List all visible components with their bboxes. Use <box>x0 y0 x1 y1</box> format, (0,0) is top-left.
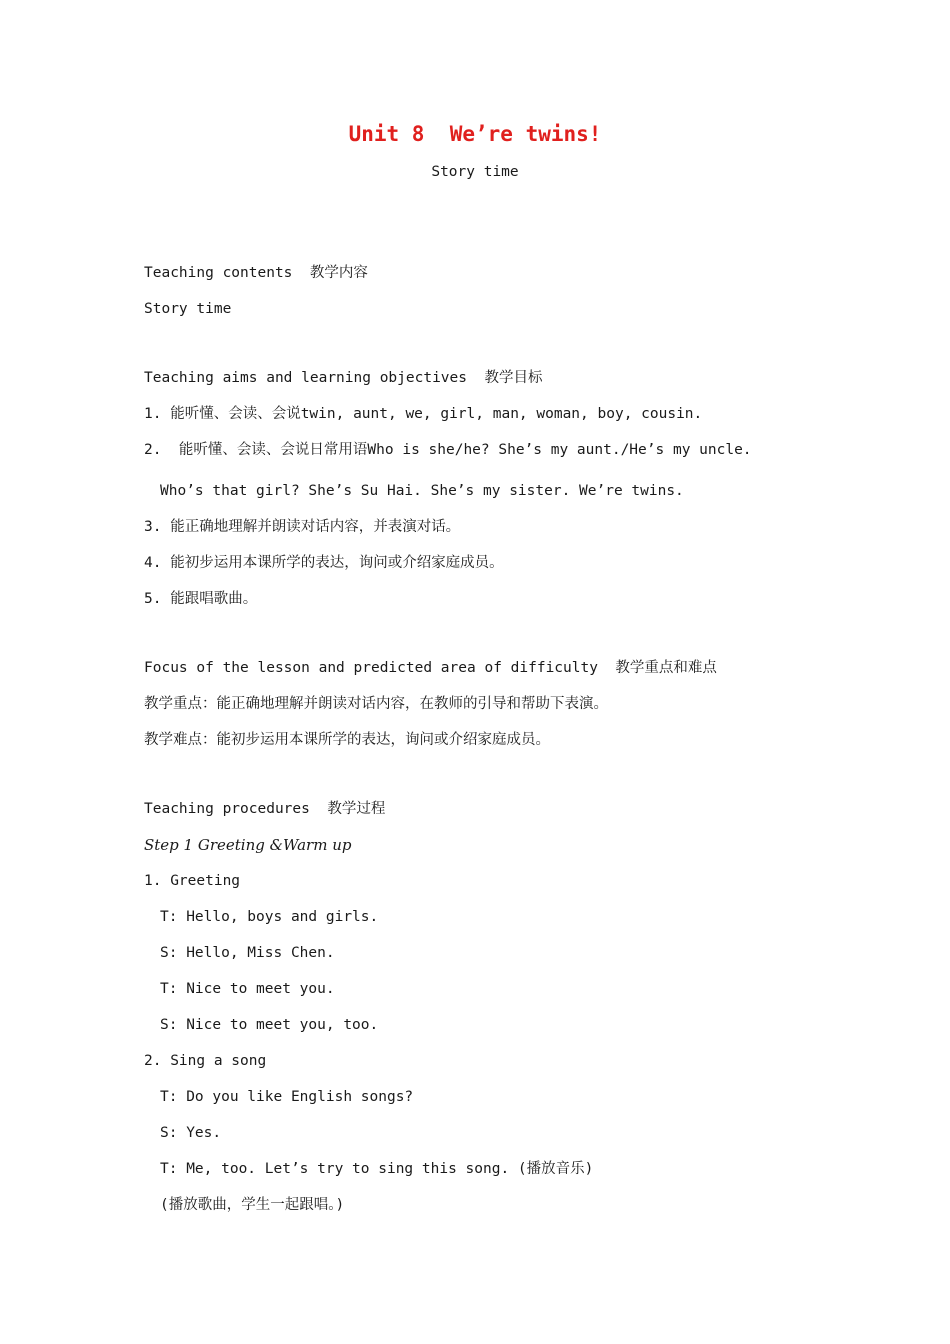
aims-item: 5. 能跟唱歌曲。 <box>144 591 258 607</box>
contents-body: Story time <box>144 301 232 317</box>
aims-item: 4. 能初步运用本课所学的表达，询问或介绍家庭成员。 <box>144 555 504 571</box>
focus-key: 教学重点：能正确地理解并朗读对话内容，在教师的引导和帮助下表演。 <box>144 696 608 712</box>
dialogue-line: T: Me, too. Let’s try to sing this song. (播放音乐) <box>160 1161 594 1177</box>
greeting-label: 1. Greeting <box>144 873 241 889</box>
aims-item: 2. 能听懂、会读、会说日常用语Who is she/he? She’s my aunt./He’s my uncle. <box>144 442 752 458</box>
aims-heading: Teaching aims and learning objectives 教学目标 <box>144 370 543 386</box>
dialogue-line: T: Nice to meet you. <box>160 981 335 997</box>
aims-item: 1. 能听懂、会读、会说twin, aunt, we, girl, man, woman, boy, cousin. <box>144 406 703 422</box>
dialogue-line: T: Do you like English songs? <box>160 1089 414 1105</box>
step-heading: Step 1 Greeting &Warm up <box>144 836 352 854</box>
song-label: 2. Sing a song <box>144 1053 267 1069</box>
dialogue-line: S: Hello, Miss Chen. <box>160 945 335 961</box>
focus-difficulty: 教学难点：能初步运用本课所学的表达，询问或介绍家庭成员。 <box>144 732 550 748</box>
song-note: (播放歌曲，学生一起跟唱。) <box>160 1197 345 1213</box>
aims-item-continued: Who’s that girl? She’s Su Hai. She’s my sister. We’re twins. <box>160 483 684 499</box>
dialogue-line: S: Nice to meet you, too. <box>160 1017 379 1033</box>
aims-item: 3. 能正确地理解并朗读对话内容，并表演对话。 <box>144 519 461 535</box>
contents-heading: Teaching contents 教学内容 <box>144 265 368 281</box>
dialogue-line: S: Yes. <box>160 1125 222 1141</box>
procedures-heading: Teaching procedures 教学过程 <box>144 801 386 817</box>
dialogue-line: T: Hello, boys and girls. <box>160 909 379 925</box>
unit-subtitle: Story time <box>431 164 519 180</box>
focus-heading: Focus of the lesson and predicted area of difficulty 教学重点和难点 <box>144 660 717 676</box>
unit-title: Unit 8 We’re twins! <box>348 122 602 146</box>
